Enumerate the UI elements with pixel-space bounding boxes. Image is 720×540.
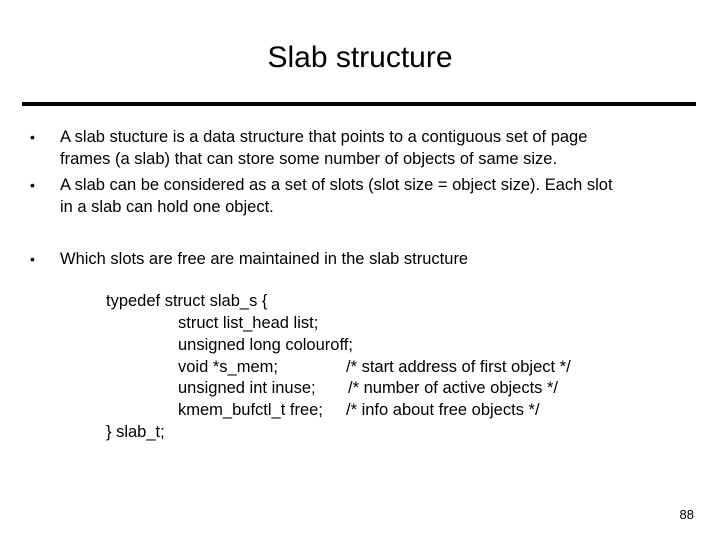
bullet-text: A slab can be considered as a set of slots (slot size = object size). Each slot in a slab can hold one object. xyxy=(60,176,613,216)
code-member-decl: unsigned int inuse; xyxy=(178,379,316,397)
code-open: typedef struct slab_s { xyxy=(106,292,268,310)
bullet-icon: • xyxy=(30,251,35,267)
slide-number: 88 xyxy=(679,507,694,522)
bullet-icon: • xyxy=(30,129,35,145)
code-member-decl: unsigned long colouroff; xyxy=(178,336,353,354)
code-member-comment: /* info about free objects */ xyxy=(346,401,540,419)
title-divider xyxy=(22,102,696,106)
slide-title: Slab structure xyxy=(267,41,453,74)
code-member-decl: void *s_mem; xyxy=(178,358,278,376)
code-member-comment: /* number of active objects */ xyxy=(348,379,559,397)
code-member-decl: struct list_head list; xyxy=(178,314,319,332)
bullet-text: A slab stucture is a data structure that points to a contiguous set of page frames (a slab) that can store some number of objects of same size. xyxy=(60,128,588,168)
bullet-icon: • xyxy=(30,177,35,193)
code-member-decl: kmem_bufctl_t free; xyxy=(178,401,323,419)
bullet-text: Which slots are free are maintained in the slab structure xyxy=(60,250,469,268)
code-close: } slab_t; xyxy=(106,423,165,441)
code-member-comment: /* start address of first object */ xyxy=(346,358,571,376)
